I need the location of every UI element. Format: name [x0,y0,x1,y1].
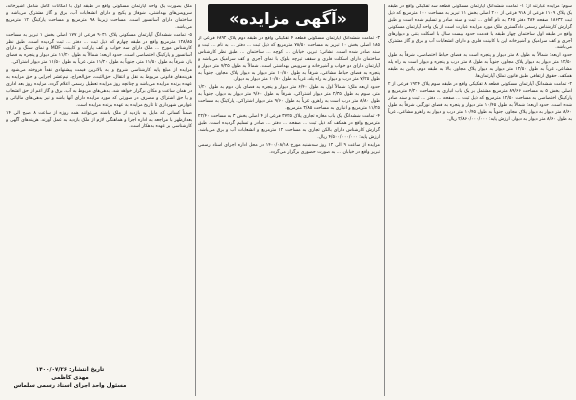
paragraph: ضمناً کسانی که مایل به بازدید از ملک باشند می‌توانند همه روزه از ساعت ۸ صبح الی ۱۴ بعدازظهر با مراجعه به اداره اجرا و هماهنگی لازم از ملک بازدید به عمل آورند. هزینه‌های آگهی و کارشناسی بر عهده بدهکار است. [6,110,192,130]
column-middle [198,36,380,396]
paragraph: حدود اربعه ملک: شمالاً اول به طول ۶/۴۰ متر دیوار و پنجره به فضای باز، دوم به طول ۱/۲۰ متر، سوم به طول ۲/۳۵ متر دیوار اشتراکی، شرقاً به طول ۹/۶۰ متر دیوار به دیوار، جنوباً به طول ۸/۸۰ متر درب است به راهرو، غرباً به طول ۹/۶۰ متر دیوار اشتراکی. پارکینگ به مساحت ۱۱/۲۵ مترمربع و انباری به مساحت ۳/۸۵ مترمربع. [198,85,380,112]
paragraph: مزایده از ساعت ۹ الی ۱۲ روز سه‌شنبه مورخ ۱۴۰۰/۰۸/۱۸ در محل اداره اجرای اسناد رسمی تبریز واقع در خیابان ... به صورت حضوری برگزار می‌گردد. [198,142,380,155]
paragraph: ۲- تمامت ششدانگ آپارتمان مسکونی قطعه ۸ تفکیکی واقع در طبقه سوم پلاک ۱۹۲۴ فرعی از ۲ اصلی بخش ۵ به مساحت ۸۹/۶۶ مترمربع مشتمل بر یک باب انباری به مساحت ۴/۲۰ مترمربع و پارکینگ اختصاصی به مساحت ۱۲/۵۰ مترمربع که ذیل ثبت ... صفحه ... دفتر ... ثبت و سند صادر شده است. حدود اربعه: شمالاً به طول ۱۰/۴۵ متر دیوار و پنجره به فضای نورگیر، شرقاً به طول ۸/۶۰ متر دیوار به دیوار پلاک مجاور، جنوباً به طول ۱۰/۴۵ متر درب و دیوار به راهرو مشاعی، غرباً به طول ۸/۶۰ متر دیوار به دیوار. ارزش پایه: ۲/۸۶۰/۰۰۰/۰۰۰ ریال. [388,81,572,122]
paragraph: ۴- تمامت ششدانگ یک باب مغازه تجاری پلاک ۳۷۲۵ فرعی از ۴ اصلی بخش ۳ به مساحت ۲۲/۴۰ مترمربع واقع در همکف که ذیل ثبت ... صفحه ... دفتر ... صادر و تسلیم گردیده است. طبق گزارش کارشناس دارای بالکن تجاری به مساحت ۱۲ مترمربع و انشعابات آب و برق می‌باشد. ارزش پایه: ۴/۵۰۰/۰۰۰/۰۰۰ ریال. [198,113,380,140]
signer-name: مهدی کاظمی [51,375,89,381]
publish-date: تاریخ انتشار: ۱۴۰۰/۰۷/۲۶ [35,367,105,373]
column-right [388,4,572,396]
paragraph: حدود اربعه: شمالاً به طول ۸ متر دیوار و پنجره است به فضای حیاط اختصاصی، شرقاً به طول ۱۲/۵۰ متر دیوار به دیوار پلاک مجاور، جنوباً به طول ۸ متر درب و پنجره و دیوار است به راه پله مشاعی، غرباً به طول ۱۲/۵۰ متر دیوار به دیوار پلاک مجاور. بالا به طبقه دوم، پائین به طبقه همکف. حقوق ارتفاقی طبق قانون تملک آپارتمان‌ها. [388,53,572,80]
page-title: «آگهی مزایده» [208,4,368,32]
column-divider [384,4,385,396]
paragraph: ملک بصورت یک واحد آپارتمان مسکونی واقع در طبقه اول با امکانات کامل شامل آشپزخانه، سرویس‌های بهداشتی، شوفاژ و پکیج و دارای انشعابات آب، برق و گاز مشترک می‌باشد و ساختمان دارای آسانسور است. مساحت زیربنا ۹۸ مترمربع و مساحت پارکینگ ۱۲ مترمربع می‌باشد. [6,4,192,30]
signer-title: مسئول واحد اجرای اسناد رسمی سلماس [13,383,127,389]
paragraph: ۵- تمامت ششدانگ آپارتمان مسکونی پلاک ۹۰۳۱ فرعی از ۱۷۷ اصلی بخش ۱ تبریز به مساحت ۱۲۸/۸۵ مترمربع واقع در طبقه چهارم که ذیل ثبت ... دفتر ... ثبت گردیده است. طبق نظر کارشناس مورخ ... ملک دارای سه خواب و کف پارکت و کابینت MDF و نمای سنگ و دارای آسانسور و پارکینگ اختصاصی است. حدود اربعه: شمالاً به طول ۱۱/۲۰ متر دیوار و پنجره به فضای باز، شرقاً به طول ۱۱/۵۰ متر، جنوباً به طول ۱۱/۲۰ متر، غرباً به طول ۱۱/۵۰ متر دیوار اشتراکی. [6,32,192,66]
paragraph: مزایده از مبلغ پایه کارشناسی شروع و به بالاترین قیمت پیشنهادی نقداً فروخته می‌شود و هزینه‌های قانونی مربوط به نقل و انتقال، حق‌الثبت، حق‌الحراج، نیم‌عشر اجرایی و حق مزایده به عهده برنده مزایده می‌باشد و چنانچه روز مزایده تعطیل رسمی اعلام گردد، مزایده روز بعد اداری در همان ساعت و مکان برگزار خواهد شد. بدهی‌های مربوط به آب، برق و گاز اعم از حق انشعاب و یا حق اشتراک و مصرف در صورتی که مورد مزایده دارای آنها باشد و نیز بدهی‌های مالیاتی و عوارض شهرداری تا تاریخ مزایده به عهده برنده مزایده است. [6,68,192,108]
column-left [6,4,192,360]
paragraph: ۳- تمامت ششدانگ آپارتمان مسکونی قطعه ۴ تفکیکی واقع در طبقه دوم پلاک ۶۸۹۲ فرعی از ۱۸۵ اصلی بخش ۱۰ تبریز به مساحت ۷۸/۵۰ مترمربع که ذیل ثبت ... دفتر ... به نام ... ثبت و سند صادر شده است. نشانی: تبریز، خیابان ... کوچه ... ساختمان ... طبق نظر کارشناس ساختمان دارای اسکلت فلزی و سقف تیرچه بلوک با نمای آجری و کف سرامیک می‌باشد و آپارتمان دارای دو خواب و آشپزخانه و سرویس بهداشتی است. شمالاً به طول ۷/۲۵ متر دیوار و پنجره به فضای حیاط مشاعی، شرقاً به طول ۱۰/۸۰ متر دیوار به دیوار پلاک مجاور، جنوباً به طول ۷/۲۵ متر درب و دیوار به راه پله، غرباً به طول ۱۰/۸۰ متر دیوار به دیوار. [198,36,380,83]
paragraph: سوم: مزایده عبارتند از: ۱- تمامت ششدانگ آپارتمان مسکونی قطعه سه تفکیکی واقع در طبقه یک پلاک ۱۱۰۹ فرعی از ۹۱۸ فرعی از ۲۰۰ اصلی بخش ۱۱ تبریز به مساحت ۱۰۰ مترمربع که ذیل ثبت ۱۸۶۳۲ صفحه ۳۸۴ دفتر ۳۶۵ به نام آقای ... ثبت و سند صادر و تسلیم شده است و طبق گزارش کارشناس رسمی دادگستری ملک مورد مزایده عبارت است از یک واحد آپارتمان مسکونی واقع در طبقه اول ساختمان چهار طبقه با قدمت حدود بیست سال با اسکلت بتنی و دیوارهای آجری و کف سرامیک و آشپزخانه اپن با کابینت فلزی و دارای انشعابات آب و برق و گاز مشترک می‌باشد. [388,4,572,51]
column-divider [195,4,196,396]
signature-block [10,366,130,390]
